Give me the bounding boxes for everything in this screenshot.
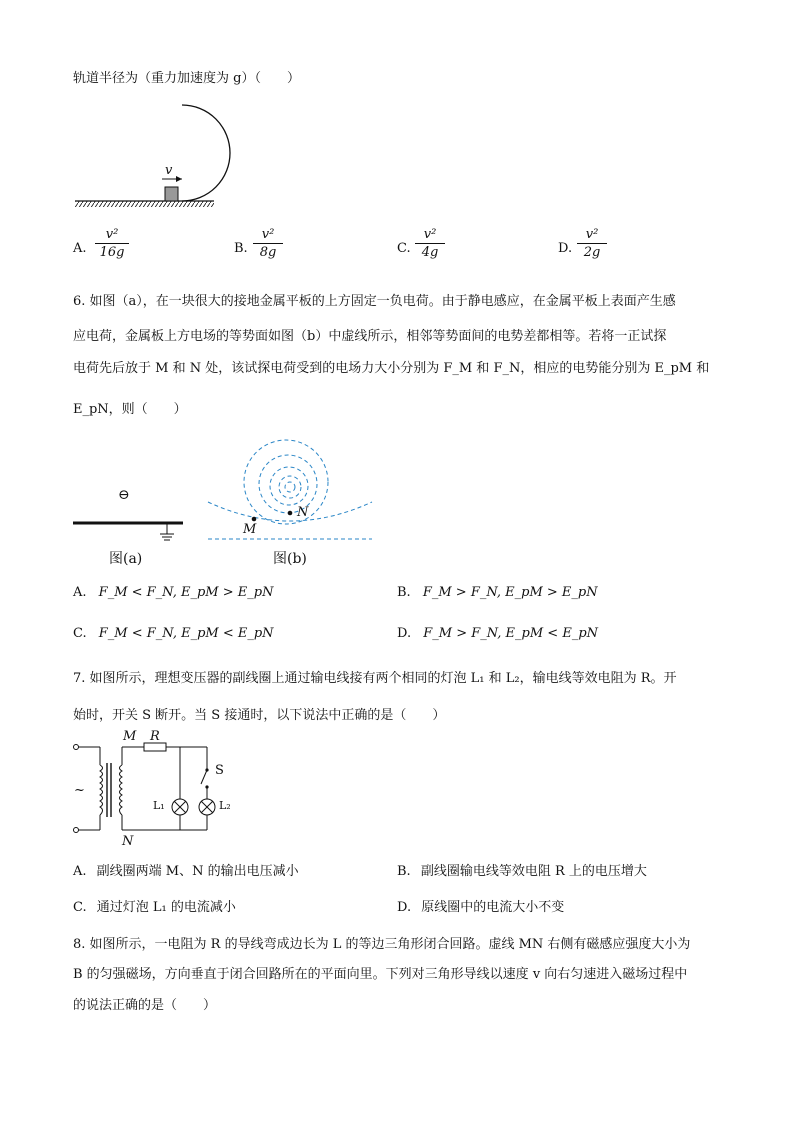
- q7-stem-line-1: 7. 如图所示，理想变压器的副线圈上通过输电线接有两个相同的灯泡 L₁ 和 L₂，输电线等效电阻为 R。开: [73, 671, 677, 686]
- q6-option-c[interactable]: [73, 626, 274, 641]
- option-letter: C.: [73, 900, 87, 915]
- q6-figure-b: [205, 420, 375, 550]
- q6-stem-line-3: 电荷先后放于 M 和 N 处，该试探电荷受到的电场力大小分别为 F_M 和 F_N，相应的电势能分别为 E_pM 和: [73, 361, 710, 376]
- q6-option-b[interactable]: [397, 585, 598, 600]
- secondary-coil: [120, 765, 123, 815]
- q6-stem-line-2: 应电荷，金属板上方电场的等势面如图（b）中虚线所示，相邻等势面间的电势差都相等。若将一正试探: [73, 329, 667, 344]
- option-text: F_M < F_N, E_pM > E_pN: [98, 585, 274, 600]
- q6-option-a[interactable]: [73, 585, 273, 600]
- primary-coil: [100, 765, 103, 815]
- q8-stem-line-2: B 的匀强磁场，方向垂直于闭合回路所在的平面向里。下列对三角形导线以速度 v 向右匀速进入磁场过程中: [73, 967, 688, 982]
- frac-den: 4g: [421, 245, 439, 260]
- q5-option-b-fraction: [253, 227, 283, 260]
- option-letter: B.: [397, 585, 411, 600]
- option-letter: A.: [73, 585, 87, 600]
- fig-b-caption: 图(b): [273, 551, 307, 567]
- equipotential-circle-5: [285, 482, 295, 492]
- q8-stem-line-1: 8. 如图所示，一电阻为 R 的导线弯成边长为 L 的等边三角形闭合回路。虚线 MN 右侧有磁感应强度大小为: [73, 937, 691, 952]
- negative-charge-icon: ⊖: [118, 487, 130, 503]
- frac-num: v²: [253, 227, 283, 244]
- q6-stem-line-1: 6. 如图（a），在一块很大的接地金属平板的上方固定一负电荷。由于静电感应，在金属平板上表面产生感: [73, 294, 676, 309]
- option-text: F_M > F_N, E_pM < E_pN: [423, 626, 599, 641]
- semicircle-track: [182, 105, 230, 201]
- option-letter: D.: [397, 900, 412, 915]
- q7-option-d[interactable]: [397, 896, 564, 915]
- q5-figure-track: [70, 95, 240, 215]
- frac-num: v²: [577, 227, 607, 244]
- fig-a-caption: 图(a): [109, 551, 143, 567]
- ground-hatch: [75, 201, 214, 207]
- circuit-label-n: N: [122, 834, 134, 849]
- q5-option-b-letter[interactable]: B.: [234, 241, 248, 256]
- frac-den: 16g: [99, 245, 125, 260]
- q5-option-d-letter[interactable]: D.: [558, 241, 573, 256]
- equipotential-circle-3: [270, 467, 308, 505]
- q7-option-b[interactable]: [397, 860, 647, 879]
- frac-num: v²: [415, 227, 445, 244]
- q5-option-c-letter[interactable]: C.: [397, 241, 411, 256]
- point-n-label: N: [297, 505, 309, 520]
- circuit-label-l1: L₁: [153, 799, 165, 812]
- q6-option-d[interactable]: [397, 626, 598, 641]
- option-text: 通过灯泡 L₁ 的电流减小: [96, 900, 236, 915]
- frac-den: 2g: [583, 245, 601, 260]
- q7-stem-line-2: 始时，开关 S 断开。当 S 接通时，以下说法中正确的是（ ）: [73, 708, 446, 723]
- frac-den: 8g: [259, 245, 277, 260]
- option-text: 副线圈两端 M、N 的输出电压减小: [96, 864, 299, 879]
- frac-num: v²: [95, 227, 129, 244]
- circuit-label-m: M: [123, 729, 137, 744]
- q7-option-c[interactable]: [73, 896, 236, 915]
- point-m-label: M: [243, 522, 257, 537]
- equipotential-circle-1: [244, 440, 328, 524]
- circuit-label-s: S: [215, 763, 224, 778]
- point-m-dot: [252, 517, 257, 522]
- q5-option-a-letter[interactable]: A.: [73, 241, 87, 256]
- velocity-arrow-head: [176, 176, 182, 182]
- q7-circuit-diagram: [70, 735, 245, 845]
- q5-stem-tail: 轨道半径为（重力加速度为 g）（ ）: [73, 71, 300, 86]
- option-text: F_M < F_N, E_pM < E_pN: [98, 626, 274, 641]
- option-letter: D.: [397, 626, 412, 641]
- q6-figure-a: [70, 480, 190, 545]
- q7-option-a[interactable]: [73, 860, 299, 879]
- q5-option-d-fraction: [577, 227, 607, 260]
- q5-option-c-fraction: [415, 227, 445, 260]
- input-terminal-bottom: [74, 828, 79, 833]
- equipotential-circle-4: [279, 476, 301, 498]
- block: [165, 187, 178, 201]
- resistor-r: [144, 743, 166, 751]
- point-n-dot: [288, 511, 293, 516]
- circuit-label-l2: L₂: [219, 799, 231, 812]
- switch-s-blade: [201, 770, 207, 784]
- option-letter: A.: [73, 864, 87, 879]
- velocity-label: v: [165, 163, 173, 178]
- q5-option-a-fraction: [95, 227, 129, 260]
- q8-stem-line-3: 的说法正确的是（ ）: [73, 998, 217, 1013]
- option-text: 副线圈输电线等效电阻 R 上的电压增大: [420, 864, 647, 879]
- ac-source-icon: ~: [74, 783, 85, 798]
- q6-stem-line-4: E_pN，则（ ）: [73, 402, 187, 417]
- option-text: 原线圈中的电流大小不变: [421, 900, 565, 915]
- option-letter: C.: [73, 626, 87, 641]
- circuit-label-r: R: [150, 729, 160, 744]
- option-letter: B.: [397, 864, 411, 879]
- option-text: F_M > F_N, E_pM > E_pN: [422, 585, 598, 600]
- input-terminal-top: [74, 745, 79, 750]
